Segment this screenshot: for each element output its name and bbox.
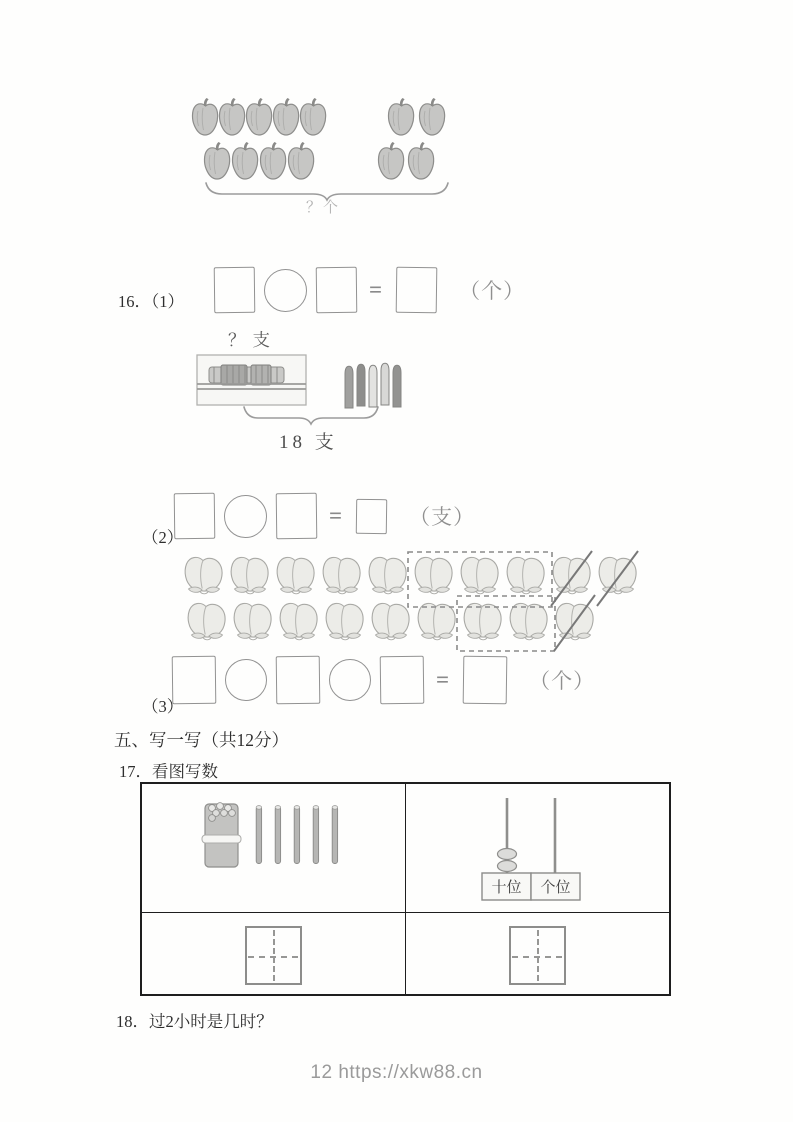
apple-icon xyxy=(378,142,403,179)
writing-box-vdash xyxy=(537,930,539,982)
peaches-picture xyxy=(182,551,652,651)
unit-label: （支） xyxy=(409,505,476,529)
tens-place-label: 十位 xyxy=(491,880,522,896)
apple-icon xyxy=(260,142,285,179)
unit-label: （个） xyxy=(459,279,526,303)
peach-icon xyxy=(234,603,271,639)
stick-icon xyxy=(313,806,319,864)
stick-icon xyxy=(332,806,338,864)
peach-icon xyxy=(323,557,360,593)
answer-box[interactable] xyxy=(463,656,508,705)
equals-sign: = xyxy=(329,503,343,528)
equals-sign: = xyxy=(369,277,383,302)
stick-icon xyxy=(256,806,262,864)
peach-icon xyxy=(507,557,544,593)
equals-sign: = xyxy=(436,667,450,692)
apple-icon xyxy=(204,142,229,179)
peach-icon xyxy=(326,603,363,639)
blank-circle[interactable] xyxy=(264,268,307,311)
writing-box-2[interactable] xyxy=(509,926,566,985)
peach-icon xyxy=(461,557,498,593)
answer-box[interactable] xyxy=(356,498,387,533)
q16-2-equation xyxy=(174,490,475,542)
table-cell-abacus xyxy=(406,784,670,913)
pencil-icon xyxy=(357,364,365,406)
q17-title: 17．看图写数 xyxy=(119,762,218,781)
ones-place-label: 个位 xyxy=(540,880,571,896)
apples-brace-label: ？个 xyxy=(306,200,341,216)
section5-heading: 五、写一写（共12分） xyxy=(114,730,289,750)
peach-icon xyxy=(185,557,222,593)
q16-2-number: （2） xyxy=(142,528,184,547)
q17-table xyxy=(140,782,671,996)
unit-label: （个） xyxy=(529,669,596,693)
blank-square[interactable] xyxy=(276,656,321,705)
blank-square[interactable] xyxy=(174,493,216,539)
apple-icon xyxy=(388,98,413,135)
blank-square[interactable] xyxy=(214,267,256,313)
stick-bundle-icon xyxy=(197,796,349,874)
blank-circle[interactable] xyxy=(329,659,371,701)
q16-3-equation xyxy=(172,654,595,706)
peach-icon xyxy=(553,557,590,593)
answer-box[interactable] xyxy=(396,267,438,314)
peach-icon xyxy=(280,603,317,639)
blank-square[interactable] xyxy=(316,267,358,313)
loose-pencils-picture xyxy=(344,362,406,410)
pencils-brace-label: 18 支 xyxy=(279,432,338,453)
apple-icon xyxy=(273,98,298,135)
writing-box-vdash xyxy=(273,930,275,982)
q16-1-number: 16．（1） xyxy=(118,292,184,311)
q16-3-number: （3） xyxy=(142,697,184,716)
table-cell-answer-1[interactable] xyxy=(142,913,406,994)
q18-text: 18．过2小时是几时？ xyxy=(116,1012,273,1031)
pencil-icon xyxy=(345,366,353,408)
abacus-bead xyxy=(498,849,517,860)
pencil-box-label: ？支 xyxy=(228,330,277,350)
blank-square[interactable] xyxy=(276,493,318,539)
peach-icon xyxy=(415,557,452,593)
peach-icon xyxy=(231,557,268,593)
table-cell-answer-2[interactable] xyxy=(406,913,670,994)
blank-circle[interactable] xyxy=(224,494,267,537)
writing-box-1[interactable] xyxy=(245,926,302,985)
apple-icon xyxy=(246,98,271,135)
stick-icon xyxy=(294,806,300,864)
blank-square[interactable] xyxy=(380,656,425,705)
apples-picture xyxy=(190,95,460,187)
pencil-icon xyxy=(393,365,401,407)
peach-icon xyxy=(418,603,455,639)
peach-icon xyxy=(510,603,547,639)
peach-icon xyxy=(464,603,501,639)
pencil-icon xyxy=(369,365,377,407)
apple-icon xyxy=(232,142,257,179)
page-footer-url: 12 https://xkw88.cn xyxy=(310,1062,483,1083)
apple-icon xyxy=(288,142,313,179)
pencils-brace xyxy=(243,406,379,426)
table-cell-sticks xyxy=(142,784,406,913)
peach-icon xyxy=(188,603,225,639)
pencil-icon xyxy=(381,363,389,405)
apple-icon xyxy=(219,98,244,135)
stick-icon xyxy=(275,806,281,864)
abacus-icon xyxy=(477,796,597,902)
peach-icon xyxy=(277,557,314,593)
peach-icon xyxy=(372,603,409,639)
pencil-box-graphic xyxy=(196,350,308,408)
blank-square[interactable] xyxy=(172,656,217,705)
blank-circle[interactable] xyxy=(225,659,267,701)
apple-icon xyxy=(419,98,444,135)
q16-1-equation xyxy=(214,264,525,316)
peach-icon xyxy=(369,557,406,593)
apple-icon xyxy=(300,98,325,135)
apple-icon xyxy=(192,98,217,135)
apple-icon xyxy=(408,142,433,179)
abacus-bead xyxy=(498,861,517,872)
peach-icon xyxy=(599,557,636,593)
